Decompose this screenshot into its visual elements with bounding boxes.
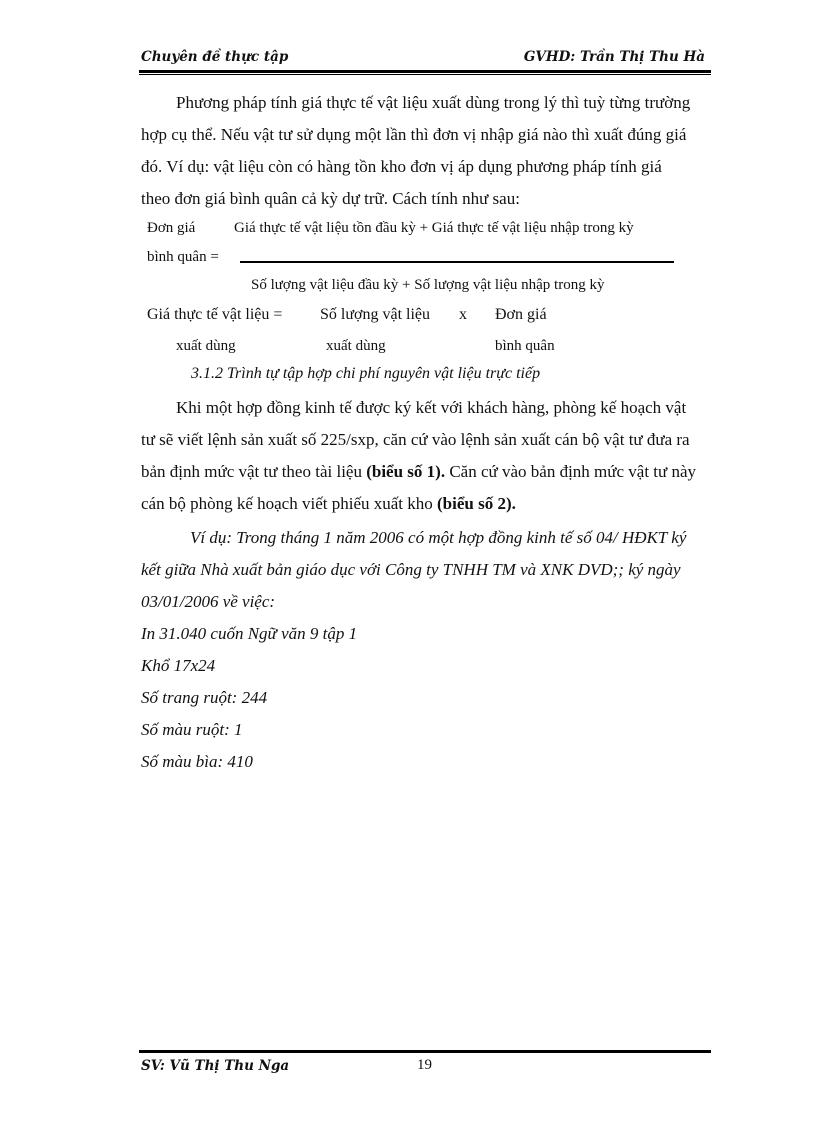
form-reference: (biểu số 1). xyxy=(366,462,446,481)
formula2-term1: Giá thực tế vật liệu = xyxy=(147,306,283,323)
formula-denominator: Số lượng vật liệu đầu kỳ + Số lượng vật liệu nhập trong kỳ xyxy=(251,277,605,293)
example-line: 03/01/2006 về việc: xyxy=(141,592,276,611)
intro-line: Phương pháp tính giá thực tế vật liệu xuất dùng trong lý thì tuỳ từng trường xyxy=(176,93,691,112)
intro-line: theo đơn giá bình quân cả kỳ dự trữ. Cách tính như sau: xyxy=(141,189,520,208)
header-rule xyxy=(139,70,711,73)
example-line: Ví dụ: Trong tháng 1 năm 2006 có một hợp đồng kinh tế số 04/ HĐKT ký xyxy=(190,528,687,547)
footer-rule xyxy=(139,1050,711,1053)
formula2-term2-sub: xuất dùng xyxy=(326,338,386,354)
page-number: 19 xyxy=(417,1057,432,1073)
header-right-advisor: GVHD: Trần Thị Thu Hà xyxy=(523,49,705,65)
formula-numerator: Giá thực tế vật liệu tồn đầu kỳ + Giá thực tế vật liệu nhập trong kỳ xyxy=(234,220,634,236)
example-line: Số trang ruột: 244 xyxy=(141,688,268,707)
example-line: Số màu ruột: 1 xyxy=(141,720,243,739)
example-line: In 31.040 cuốn Ngữ văn 9 tập 1 xyxy=(141,624,358,643)
form-reference: (biểu số 2). xyxy=(437,494,516,513)
formula2-term3-sub: bình quân xyxy=(495,338,555,354)
formula2-term3: Đơn giá xyxy=(495,306,547,323)
procedure-line xyxy=(141,456,696,488)
procedure-text: cán bộ phòng kế hoạch viết phiếu xuất kho xyxy=(141,494,438,513)
header-rule-thin xyxy=(139,74,711,75)
intro-line: đó. Ví dụ: vật liệu còn có hàng tồn kho đơn vị áp dụng phương pháp tính giá xyxy=(141,157,662,176)
example-line: kết giữa Nhà xuất bản giáo dục với Công ty TNHH TM và XNK DVD;; ký ngày xyxy=(141,560,681,579)
formula-lhs-line2: bình quân = xyxy=(147,249,219,265)
formula-lhs-line1: Đơn giá xyxy=(147,220,196,236)
formula2-term2: Số lượng vật liệu xyxy=(320,306,431,323)
procedure-line: tư sẽ viết lệnh sản xuất số 225/sxp, căn cứ vào lệnh sản xuất cán bộ vật tư đưa ra xyxy=(141,430,690,449)
intro-line: hợp cụ thể. Nếu vật tư sử dụng một lần thì đơn vị nhập giá nào thì xuất đúng giá xyxy=(141,125,687,144)
footer-student-name: SV: Vũ Thị Thu Nga xyxy=(141,1058,290,1074)
header-left-title: Chuyên đề thực tập xyxy=(141,49,289,65)
section-heading: 3.1.2 Trình tự tập hợp chi phí nguyên vật liệu trực tiếp xyxy=(191,365,541,382)
example-line: Số màu bìa: 410 xyxy=(141,752,253,771)
procedure-text: bản định mức vật tư theo tài liệu xyxy=(141,462,367,481)
procedure-text: Căn cứ vào bản định mức vật tư này xyxy=(445,462,697,481)
fraction-bar xyxy=(240,261,674,263)
example-line: Khổ 17x24 xyxy=(141,656,216,675)
formula2-operator: x xyxy=(459,306,467,323)
procedure-line: Khi một hợp đồng kinh tế được ký kết với khách hàng, phòng kế hoạch vật xyxy=(176,398,687,417)
procedure-line xyxy=(141,488,516,520)
formula2-term1-sub: xuất dùng xyxy=(176,338,236,354)
